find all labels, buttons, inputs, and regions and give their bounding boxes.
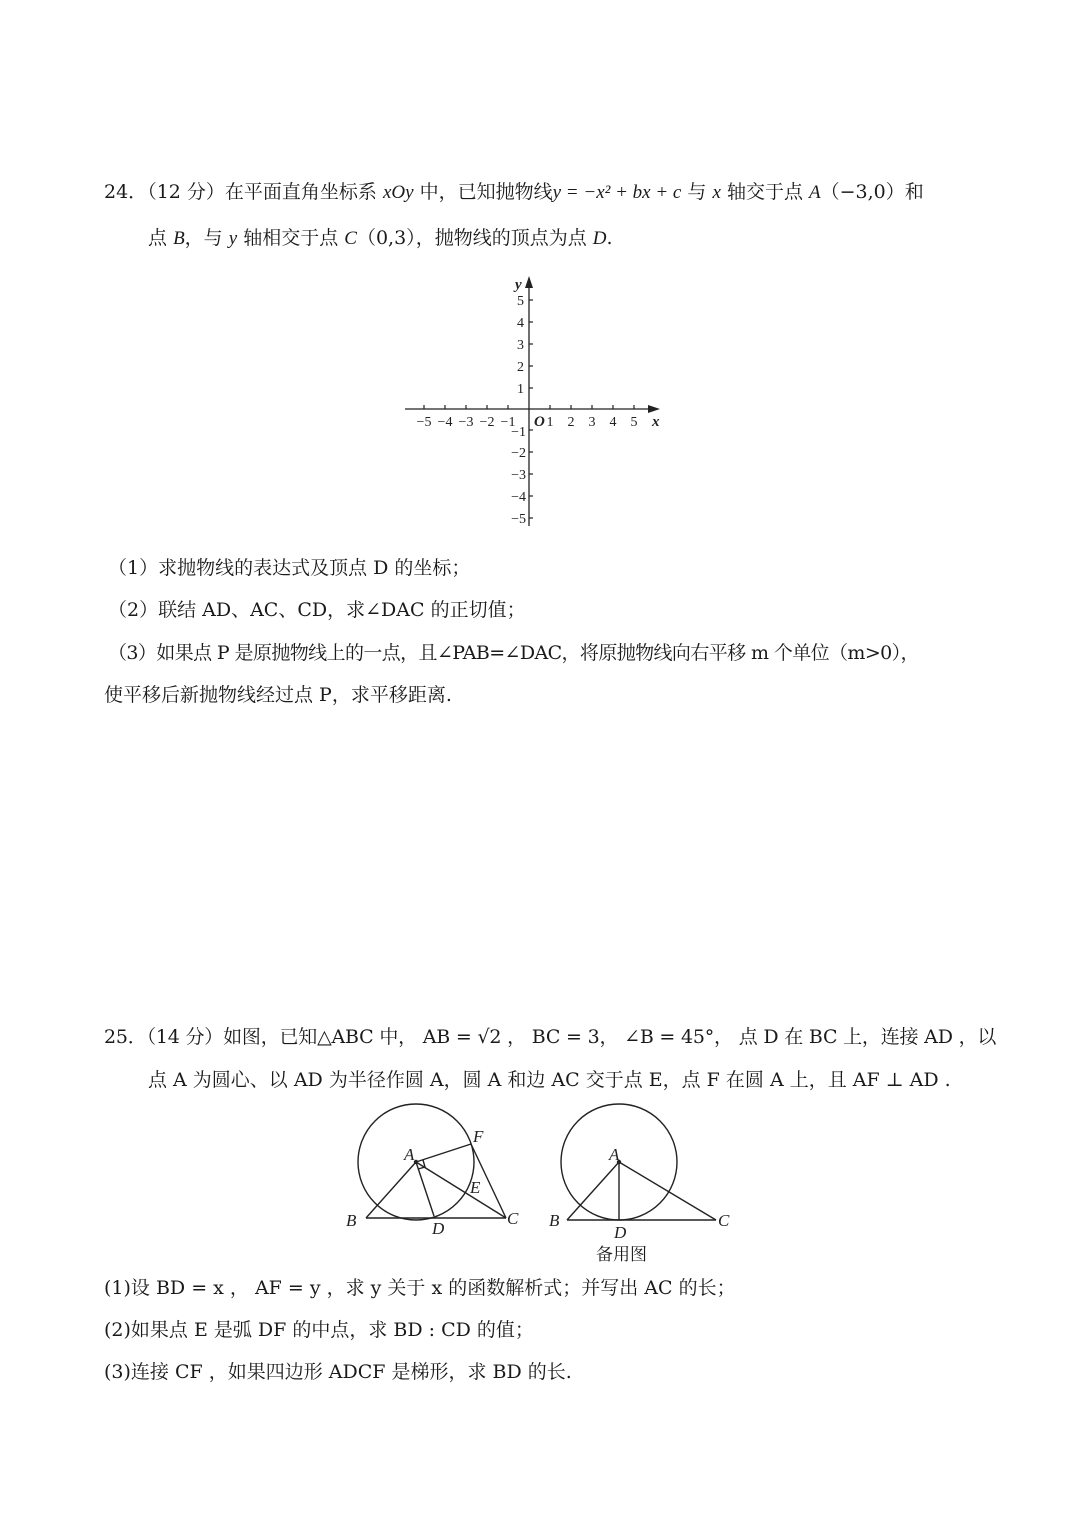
y-tick-label: 3	[517, 338, 524, 353]
q25-sub3: (3)连接 CF ，如果四边形 ADCF 是梯形，求 BD 的长.	[104, 1361, 572, 1383]
y-tick-label: −3	[511, 468, 526, 483]
y-tick-label: 4	[517, 316, 524, 331]
x-tick-label: −4	[437, 415, 453, 430]
center-dot	[414, 1160, 418, 1164]
q24-text: 中，已知抛物线	[419, 181, 553, 203]
x-tick-label: −5	[416, 415, 432, 430]
q25-sub1: (1)设 BD = x ， AF = y ，求 y 关于 x 的函数解析式；并写出 AC 的长；	[104, 1277, 736, 1299]
y-tick-label: 2	[517, 360, 524, 375]
q24-point-a: A	[809, 182, 821, 203]
q25-sub2: (2)如果点 E 是弧 DF 的中点，求 BD : CD 的值；	[104, 1319, 534, 1341]
origin-label: O	[534, 414, 545, 430]
q24-sub1: （1）求抛物线的表达式及顶点 D 的坐标；	[108, 557, 471, 579]
fig1-label-c: C	[507, 1209, 519, 1228]
q24-point-b: B	[173, 228, 185, 249]
q24-text: 在平面直角坐标系	[224, 181, 377, 203]
fig2-label-a: A	[609, 1145, 620, 1164]
q24-period: .	[606, 227, 613, 249]
x-tick-label: 2	[567, 415, 575, 430]
fig1-label-f: F	[473, 1127, 484, 1146]
fig2-label-d: D	[614, 1223, 627, 1242]
y-tick-label: −2	[511, 446, 526, 461]
q24-text: ，抛物线的顶点为点	[415, 227, 587, 249]
q24-point-c-coord: （0,3）	[356, 227, 416, 249]
q24-text: 轴交于点	[726, 181, 803, 203]
q24-text: 点	[148, 227, 168, 249]
y-tick-label: −1	[511, 425, 526, 440]
segment-ab	[366, 1162, 416, 1218]
q24-x-var: x	[712, 182, 721, 203]
q24-number: 24．	[104, 181, 148, 203]
x-tick-label: 4	[609, 415, 617, 430]
q24-score: （12 分）	[147, 181, 225, 203]
q24-sub3-line2: 使平移后新抛物线经过点 P，求平移距离.	[104, 684, 452, 706]
fig2-label-b: B	[549, 1211, 560, 1230]
y-axis-label: y	[515, 277, 522, 293]
q24-sub3-line1: （3）如果点 P 是原抛物线上的一点，且∠PAB=∠DAC，将原抛物线向右平移 m 个单位（m>0），	[108, 642, 919, 664]
q24-xoy: xOy	[382, 182, 414, 203]
q24-formula: y = −x² + bx + c	[552, 182, 682, 203]
x-tick-label: −2	[479, 415, 495, 430]
q24-text: ，与	[184, 227, 223, 249]
segment-ad	[416, 1162, 434, 1216]
segment-ac-backup	[619, 1162, 716, 1220]
fig1-label-b: B	[346, 1211, 357, 1230]
q24-text: 与	[687, 181, 707, 203]
q24-point-c: C	[344, 228, 357, 249]
x-tick-label: 1	[546, 415, 554, 430]
segment-af	[416, 1144, 471, 1162]
y-tick-label: −4	[511, 490, 526, 505]
x-axis-label: x	[652, 414, 660, 430]
x-tick-label: −1	[500, 415, 516, 430]
q25-line1: 25．（14 分）如图，已知△ABC 中， AB = √2 ， BC = 3， ∠B = 45°， 点 D 在 BC 上，连接 AD ，以	[104, 1026, 997, 1048]
q24-sub2: （2）联结 AD、AC、CD，求∠DAC 的正切值；	[108, 599, 526, 621]
fig1-label-a: A	[404, 1145, 415, 1164]
q25-line2: 点 A 为圆心、以 AD 为半径作圆 A，圆 A 和边 AC 交于点 E，点 F 在圆 A 上，且 AF ⊥ AD .	[148, 1069, 951, 1091]
x-tick-label: −3	[458, 415, 474, 430]
fig2-caption: 备用图	[596, 1245, 647, 1265]
fig2-label-c: C	[718, 1211, 730, 1230]
q24-text: 轴相交于点	[243, 227, 339, 249]
x-tick-label: 3	[588, 415, 596, 430]
q24-point-a-coord: （−3,0）	[820, 181, 905, 203]
x-tick-label: 5	[630, 415, 638, 430]
q24-y-var: y	[228, 228, 238, 249]
fig1-label-d: D	[432, 1219, 445, 1238]
q24-point-d: D	[592, 228, 607, 249]
y-tick-label: −5	[511, 512, 526, 527]
y-tick-label: 5	[517, 294, 524, 309]
q24-text: 和	[904, 181, 924, 203]
fig1-label-e: E	[470, 1178, 481, 1197]
segment-ab-backup	[567, 1162, 619, 1220]
y-tick-label: 1	[517, 382, 524, 397]
